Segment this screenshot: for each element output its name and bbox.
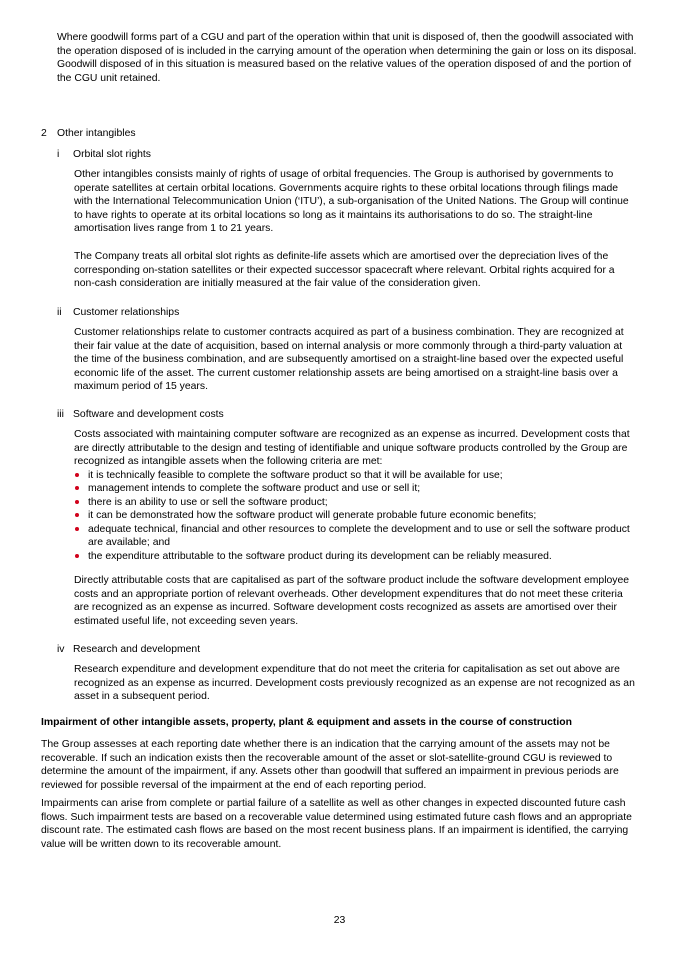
list-item: it can be demonstrated how the software product will generate probable future economic benefits; [74,509,638,523]
orbital-paragraph-1: Other intangibles consists mainly of rights of usage of orbital frequencies. The Group is authorised by governments to operate satellites at certain orbital locations. Governments acquire rights to these orbital locations through filings made with the International Telecommunication Union (‘ITU’), a sub-organisation of the United Nations. The Group will continue to have rights to operate at its orbital locations so long as it maintains its authorisations to do so. The straight-line amortisation lives range from 1 to 21 years. [74,169,629,234]
subsection-title: Software and development costs [73,409,224,420]
subsection-title: Research and development [73,644,201,655]
section-title: Other intangibles [57,128,136,139]
subheading-orbital-slot-rights [57,148,151,162]
goodwill-paragraph: Where goodwill forms part of a CGU and part of the operation within that unit is disposed of, then the goodwill associated with the operation disposed of is included in the carrying amount of the operation when determining the gain or loss on its disposal. Goodwill disposed of in this situation is measured based on the relative values of the operation disposed of and the portion of the CGU unit retained. [57,32,637,84]
criteria-list [74,469,638,564]
bullet-icon [75,486,79,490]
research-paragraph: Research expenditure and development expenditure that do not meet the criteria for capitalisation as set out above are recognized as an expense as incurred. Development costs previously recognized as an expense are not recognized as an asset in a subsequent period. [74,664,635,702]
subheading-research-development [57,643,200,657]
subsection-title: Orbital slot rights [73,149,151,160]
bullet-icon [75,513,79,517]
page-number: 23 [333,915,346,926]
list-item: the expenditure attributable to the software product during its development can be reliably measured. [74,550,638,564]
subsection-number: ii [57,307,62,318]
list-item: it is technically feasible to complete the software product so that it will be available for use; [74,469,638,483]
subsection-number: i [57,149,60,160]
software-paragraph-2: Directly attributable costs that are capitalised as part of the software product include the software development employee costs and an appropriate portion of relevant overheads. Other development expenditures that do not meet these criteria are recognized as an expense as incurred. Software development costs recognized as assets are amortised over their estimated useful life, not exceeding seven years. [74,575,630,627]
subsection-number: iii [57,409,64,420]
impairment-paragraph-1: The Group assesses at each reporting date whether there is an indication that the carrying amount of the assets may not be recoverable. If such an indication exists then the recoverable amount of the asset or slot-satellite-ground CGU is reviewed to determine the amount of the impairment, if any. Assets other than goodwill that suffered an impairment in previous periods are reviewed for possible reversal of the impairment at the end of each reporting period. [41,739,619,791]
bullet-icon [75,554,79,558]
subheading-software-development [57,408,224,422]
impairment-paragraph-2: Impairments can arise from complete or partial failure of a satellite as well as other changes in expected discounted future cash flows. Such impairment tests are based on a recoverable value determined using estimated future cash flows and an appropriate discount rate. The estimated cash flows are based on the most recent business plans. If an impairment is identified, the carrying value will be written down to its recoverable amount. [41,798,632,850]
customer-paragraph: Customer relationships relate to customer contracts acquired as part of a business combination. They are recognized at their fair value at the date of acquisition, based on internal analysis or more commonly through a third-party valuation at the time of the business combination, and are subsequently amortised on a straight-line based over the expected useful economic life of the asset. The current customer relationship assets are being amortised on a straight-line basis over a maximum period of 15 years. [74,327,624,392]
orbital-paragraph-2: The Company treats all orbital slot rights as definite-life assets which are amortised over the depreciation lives of the corresponding on-station satellites or their expected successor spacecraft where relevant. Orbital rights acquired for a non-cash consideration are initially measured at the fair value of the consideration given. [74,251,615,289]
section-number: 2 [41,128,47,139]
bullet-icon [75,527,79,531]
bullet-icon [75,500,79,504]
software-block [74,428,638,563]
impairment-heading: Impairment of other intangible assets, property, plant & equipment and assets in the course of construction [41,717,572,728]
section-heading-other-intangibles [41,127,136,141]
subsection-number: iv [57,644,65,655]
list-item: adequate technical, financial and other resources to complete the development and to use or sell the software product are available; and [74,523,638,550]
subheading-customer-relationships [57,306,179,320]
list-item: there is an ability to use or sell the software product; [74,496,638,510]
subsection-title: Customer relationships [73,307,180,318]
list-item: management intends to complete the software product and use or sell it; [74,482,638,496]
software-paragraph-1: Costs associated with maintaining computer software are recognized as an expense as incurred. Development costs that are directly attributable to the design and testing of identifiable and unique software products controlled by the Group are recognized as intangible assets when the following criteria are met: [74,429,630,467]
bullet-icon [75,473,79,477]
